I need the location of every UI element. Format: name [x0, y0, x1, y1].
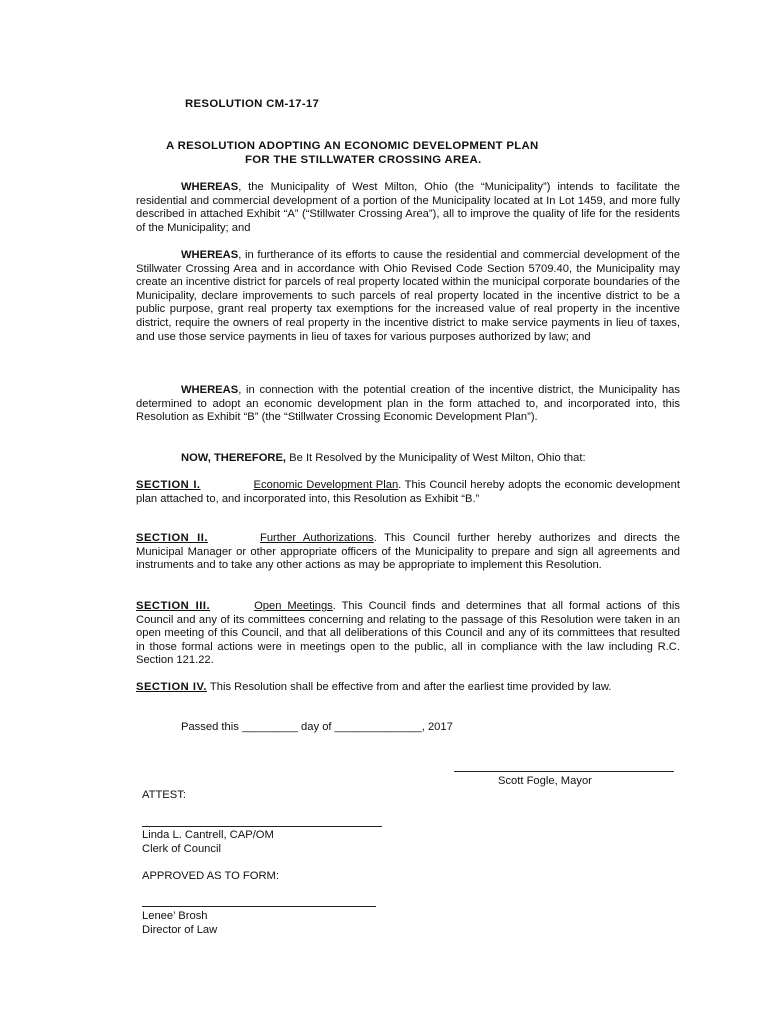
law-director-name: Lenee’ Brosh: [142, 910, 208, 922]
section-2-text: . This Council further hereby authorizes and directs the Municipal Manager or other appropriate officers of the Municipality to prepare and sign all agreements and instruments and to take any other actions as may be appropriate to implement this Resolution.: [136, 532, 680, 572]
now-therefore-text: Be It Resolved by the Municipality of West Milton, Ohio that:: [286, 452, 586, 464]
mayor-name: Scott Fogle, Mayor: [498, 775, 592, 787]
section-3: [136, 600, 680, 668]
section-4-text: This Resolution shall be effective from and after the earliest time provided by law.: [207, 681, 612, 693]
section-1-text: . This Council hereby adopts the economic development plan attached to, and incorporated into, this Resolution as Exhibit “B.”: [136, 479, 680, 505]
resolution-number: RESOLUTION CM-17-17: [185, 98, 320, 110]
now-therefore-lead: NOW, THEREFORE,: [181, 452, 287, 464]
section-2-label: SECTION II.: [136, 532, 208, 544]
attest-label: ATTEST:: [142, 789, 186, 801]
whereas-paragraph-3: [136, 384, 680, 425]
clerk-title: Clerk of Council: [142, 843, 221, 855]
whereas-lead: WHEREAS: [181, 384, 239, 396]
section-1-title: Economic Development Plan: [253, 479, 399, 491]
whereas-paragraph-2: [136, 249, 680, 344]
whereas-text: , the Municipality of West Milton, Ohio (the “Municipality”) intends to facilitate the residential and commercial development of a portion of the Municipality located at In Lot 1459, and more fully described in attached Exhibit “A” (“Stillwater Crossing Area”), all to improve the quality of life for the residents of the Municipality; and: [136, 181, 680, 234]
clerk-name: Linda L. Cantrell, CAP/OM: [142, 829, 274, 841]
whereas-lead: WHEREAS: [181, 181, 239, 193]
section-3-title: Open Meetings: [254, 600, 333, 612]
section-1: [136, 479, 680, 506]
section-2-title: Further Authorizations: [260, 532, 374, 544]
law-director-signature-line: [142, 906, 376, 907]
resolution-title-line1: A RESOLUTION ADOPTING AN ECONOMIC DEVELOPMENT PLAN: [166, 140, 539, 152]
resolution-title-line2: FOR THE STILLWATER CROSSING AREA.: [245, 154, 482, 166]
whereas-text: , in connection with the potential creation of the incentive district, the Municipality has determined to adopt an economic development plan in the form attached to, and incorporated into, this Resolution as Exhibit “B” (the “Stillwater Crossing Economic Development Plan”).: [136, 384, 680, 424]
whereas-paragraph-1: [136, 181, 680, 235]
section-1-label: SECTION I.: [136, 479, 201, 491]
section-3-label: SECTION III.: [136, 600, 211, 612]
law-director-title: Director of Law: [142, 924, 218, 936]
whereas-lead: WHEREAS: [181, 249, 239, 261]
passed-line: Passed this _________ day of ______________, 2017: [181, 721, 453, 733]
mayor-signature-line: [454, 771, 674, 772]
section-4-label: SECTION IV.: [136, 681, 207, 693]
now-therefore-paragraph: [136, 452, 680, 466]
section-4: [136, 681, 680, 695]
section-2: [136, 532, 680, 573]
section-3-text: . This Council finds and determines that all formal actions of this Council and any of its committees concerning and relating to the passage of this Resolution were taken in an open meeting of this Council, and that all deliberations of this Council and any of its committees that resulted in those formal actions were in meetings open to the public, all in compliance with the law including R.C. Section 121.22.: [136, 600, 680, 667]
whereas-text: , in furtherance of its efforts to cause the residential and commercial development of the Stillwater Crossing Area and in accordance with Ohio Revised Code Section 5709.40, the Municipality may create an incentive district for parcels of real property located within the municipal corporate boundaries of the Municipality, declare improvements to such parcels of real property located in the incentive district to be a public purpose, grant real property tax exemptions for the increased value of real property in the incentive district, require the owners of real property in the incentive district to make service payments in lieu of taxes, and use those service payments in lieu of taxes for various purposes authorized by law; and: [136, 249, 680, 343]
clerk-signature-line: [142, 826, 382, 827]
approved-as-to-form-label: APPROVED AS TO FORM:: [142, 870, 279, 882]
